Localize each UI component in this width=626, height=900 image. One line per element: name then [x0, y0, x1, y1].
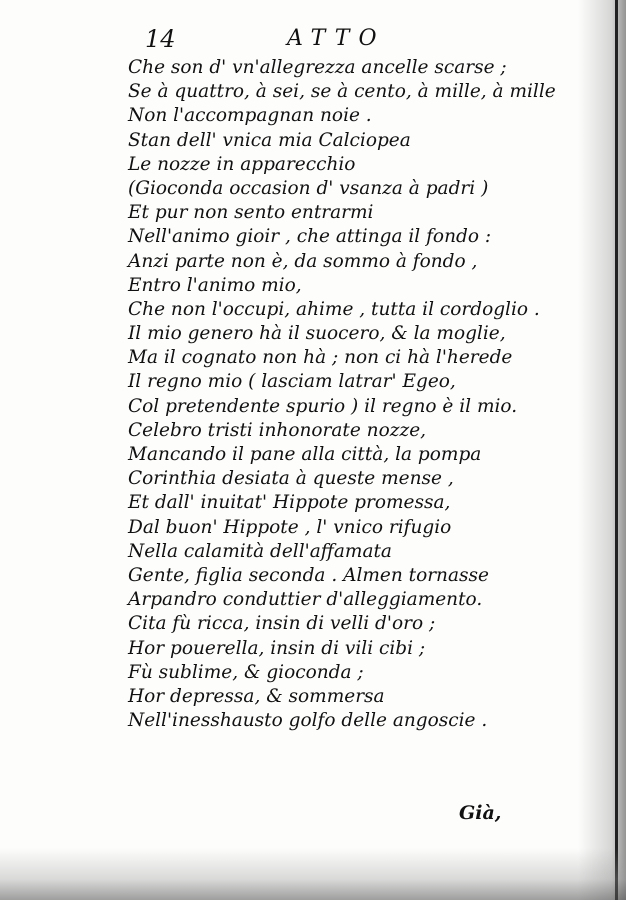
verse-line: Celebro tristi inhonorate nozze,	[128, 419, 427, 441]
verse-line: Gente, figlia seconda . Almen tornasse	[128, 564, 489, 586]
verse-line: Cita fù ricca, insin di velli d'oro ;	[128, 613, 436, 635]
verse-line: Anzi parte non è, da sommo à fondo ,	[128, 250, 478, 272]
verse-text	[128, 56, 556, 733]
verse-line: Non l'accompagnan noie .	[128, 105, 372, 127]
verse-line: Nella calamità dell'affamata	[128, 540, 392, 562]
verse-line: Il regno mio ( lasciam latrar' Egeo,	[128, 371, 456, 393]
page-number: 14	[145, 25, 176, 53]
verse-line: Dal buon' Hippote , l' vnico rifugio	[128, 516, 452, 538]
verse-line: Fù sublime, & gioconda ;	[128, 661, 364, 683]
verse-line: Se à quattro, à sei, se à cento, à mille, à mille	[128, 81, 556, 103]
page-header	[145, 26, 465, 52]
verse-line: Che son d' vn'allegrezza ancelle scarse ;	[128, 57, 507, 78]
page-gutter-shadow	[578, 0, 626, 900]
verse-line: Stan dell' vnica mia Calciopea	[128, 129, 411, 151]
verse-line: Nell'animo gioir , che attinga il fondo :	[128, 226, 492, 248]
verse-line: Mancando il pane alla città, la pompa	[128, 444, 482, 465]
verse-line: Che non l'occupi, ahime , tutta il cordoglio .	[128, 298, 540, 320]
catchword: Già,	[459, 802, 502, 824]
verse-line: Hor depressa, & sommersa	[128, 685, 385, 707]
page-edge	[615, 0, 618, 900]
verse-line: Et pur non sento entrarmi	[128, 202, 374, 224]
running-title: ATTO	[287, 26, 386, 51]
verse-line: Et dall' inuitat' Hippote promessa,	[128, 492, 451, 514]
verse-line: Ma il cognato non hà ; non ci hà l'herede	[128, 347, 513, 369]
verse-line: Nell'inesshausto golfo delle angoscie .	[128, 710, 488, 732]
verse-line: Corinthia desiata à queste mense ,	[128, 468, 454, 490]
verse-line: Arpandro conduttier d'alleggiamento.	[128, 589, 483, 611]
verse-line: (Gioconda occasion d' vsanza à padri )	[128, 177, 489, 199]
page-bottom-shadow	[0, 848, 626, 900]
verse-line: Le nozze in apparecchio	[128, 153, 356, 175]
verse-line: Col pretendente spurio ) il regno è il mio.	[128, 395, 518, 417]
verse-line: Entro l'animo mio,	[128, 274, 302, 296]
verse-line: Hor pouerella, insin di vili cibi ;	[128, 637, 426, 659]
verse-line: Il mio genero hà il suocero, & la moglie,	[128, 323, 506, 345]
